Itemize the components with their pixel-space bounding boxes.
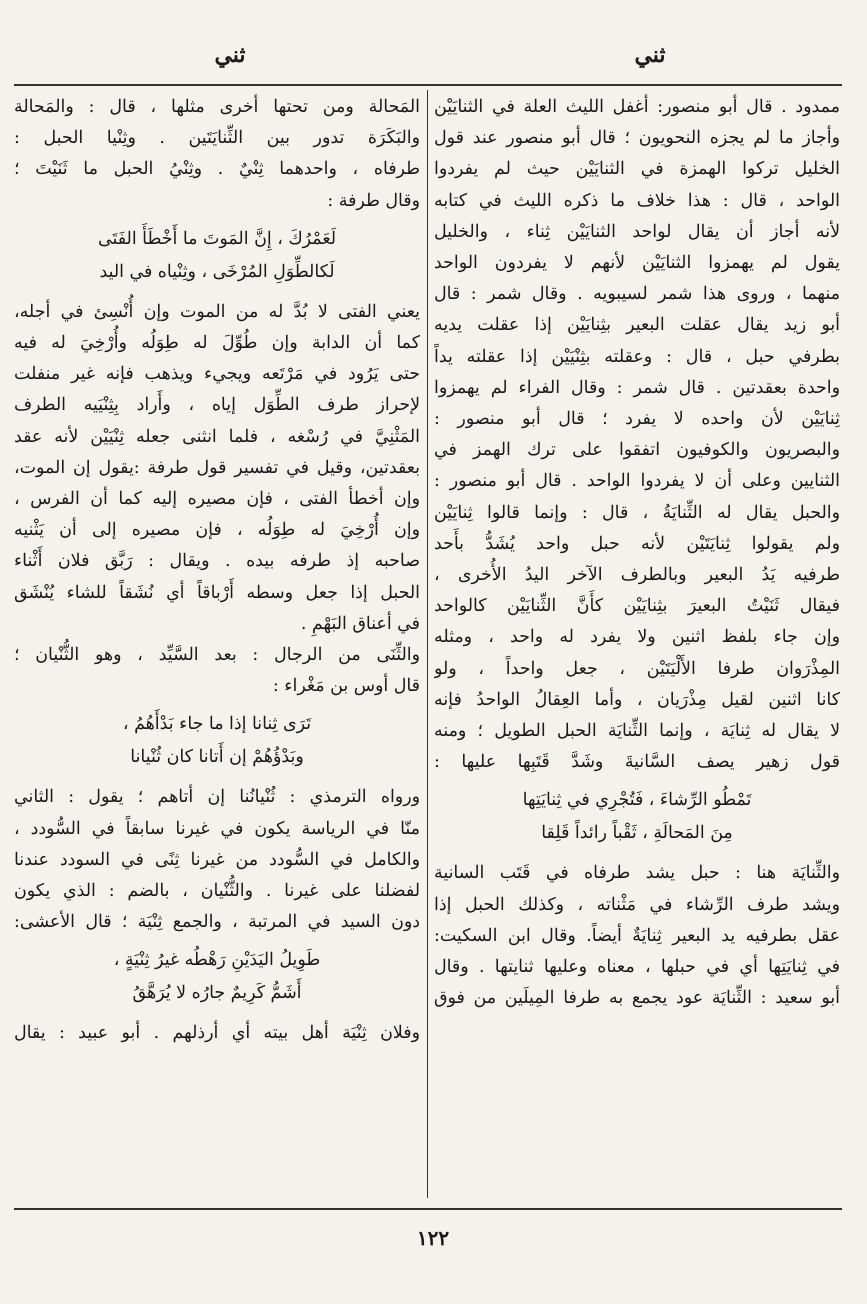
text-line: الحبل إذا جعل وسطه أَرْباقاً أي نُشَقاً للشاء يُنْشَق bbox=[14, 582, 420, 603]
text-line: الواحد ، قال : هذا خلاف ما ذكره الليث في كتابه bbox=[434, 190, 840, 211]
running-head-left: ثني bbox=[214, 42, 246, 68]
text-line: لفضلنا على غيرنا . والثُّنْيان ، بالضم : الذي يكون bbox=[14, 881, 420, 902]
text-line: والحبل يقال له الثِّنايَةُ ، قال : وإنما قالوا ثِنايَيْن bbox=[434, 502, 840, 523]
running-head-right: ثني bbox=[634, 42, 666, 68]
text-line: في ثِنايَتِها أي في حبلها ، معناه وعليها ثنايتها . وقال bbox=[434, 957, 840, 978]
right-column bbox=[434, 92, 840, 1202]
text-line: بعقدتين، وقيل في تفسير قول طرفة :يقول إن الموت، bbox=[14, 457, 420, 478]
verse-hemistich: تَمْطُو الرِّشاءَ ، فَتُجْرِي في ثِنايَتِها bbox=[522, 790, 752, 811]
text-line: يقول لم يهمزوا الثنايَيْن لأنهم لا يفردون الواحد bbox=[434, 253, 840, 274]
text-line: ويشد طرف الرِّشاء في مَثْناته ، وكذلك الحبل إذا bbox=[434, 894, 840, 915]
text-line: كما أن الدابة وإن طُوِّلَ له طِوَلُه وأُرْخِيَ له فيه bbox=[14, 333, 420, 354]
text-line: والثِّنَى من الرجال : بعد السَّيِّد ، وهو الثُّنْيان ؛ bbox=[14, 645, 420, 666]
text-line: عقل بطرفيه يد البعير ثِنايَةٌ أيضاً. وقال ابن السكيت: bbox=[434, 925, 840, 946]
text-line: طرفيه يَدُ البعير وبالطرف الآخر اليدُ الأُخرى ، bbox=[434, 565, 840, 586]
text-line: لا يقال له ثِنايَة ، وإنما الثِّنايَة الحبل الطويل ؛ ومنه bbox=[434, 721, 840, 742]
verse-hemistich: وبَدْؤُهُمْ إن أَتانا كان ثُنْيانا bbox=[130, 747, 304, 768]
text-line: وقال طرفة : bbox=[327, 190, 420, 211]
text-line: ورواه الترمذي : ثُنْيانُنا إن أتاهم ؛ يقول : الثاني bbox=[14, 787, 420, 808]
text-line: يعني الفتى لا بُدَّ له من الموت وإن أُنْسِئ في أجله، bbox=[14, 301, 420, 322]
text-line: والبَكَرَة تدور بين الثِّنايَتَين . وثِنْيا الحبل : bbox=[14, 128, 420, 149]
text-line: قال أوس بن مَغْراء : bbox=[272, 676, 420, 697]
text-line: وإن جاء بلفظ اثنين ولا يفرد له واحد ، ومثله bbox=[434, 627, 840, 648]
text-line: وفلان ثِنْيَة أهل بيته أي أرذلهم . أبو عبيد : يقال bbox=[14, 1023, 420, 1044]
poem-verse-asha bbox=[14, 944, 420, 1010]
text-line: ثِنايَيْن لأن واحده لا يفرد ؛ قال أبو منصور : bbox=[434, 409, 840, 430]
text-line: وأجاز ما لم يجزه النحويون ؛ قال أبو منصور عند قول bbox=[434, 128, 840, 149]
text-line: دون السيد في المرتبة ، والجمع ثِنْيَة ؛ قال الأعشى: bbox=[14, 912, 420, 933]
poem-verse-zuhayr bbox=[434, 784, 840, 850]
text-line: والكامل في السُّودد من غيرنا ثِنًى في السودد عندنا bbox=[14, 849, 420, 870]
text-line: حتى يَرُود في مَرْتَعه ويجيء ويذهب فإنه غير منفلت bbox=[14, 364, 420, 385]
text-line: المَحالة ومن تحتها أخرى مثلها ، قال : والمَحالة bbox=[14, 97, 420, 117]
verse-hemistich: تَرَى ثِنانا إذا ما جاء بَدْأَهُمُ ، bbox=[122, 714, 312, 735]
text-line: فيقال ثَنَيْتُ البعيرَ بثِنايَيْن كأَنَّ الثِّنايَيْن كالواحد bbox=[434, 596, 840, 617]
text-line: ولم يقولوا ثِنايَتَيْن لأنه حبل واحد يُشَدُّ بأَحد bbox=[434, 533, 840, 554]
text-line: لإحراز طرف الطِّوَل إياه ، وأَراد بِثِنْيَيه الطرف bbox=[14, 395, 420, 416]
column-divider bbox=[427, 90, 428, 1198]
verse-hemistich: طَوِيلُ اليَدَيْنِ رَهْطُه غيرُ ثِنْيَةٍ ، bbox=[113, 950, 321, 971]
text-line: لأنه أجاز أن يقال لواحد الثنايَيْن ثِناء ، والخليل bbox=[434, 221, 840, 242]
text-line: طرفاه ، واحدهما ثِنْيٌ . وثِنْيُ الحبل ما ثَنَيْتَ ؛ bbox=[14, 159, 420, 180]
verse-hemistich: مِنَ المَحالَةِ ، ثَقْباً رائداً قَلِقا bbox=[541, 823, 733, 844]
text-line: الخليل تركوا الهمزة في الثنايَيْن حيث لم يفردوا bbox=[434, 159, 840, 180]
bottom-rule bbox=[14, 1208, 842, 1210]
text-line: وإن أُرْخِيَ له طِوَلُه ، فإن مصيره إلى أن يَثْنيه bbox=[14, 520, 420, 541]
text-line: والثِّنايَة هنا : حبل يشد طرفاه في قَتَب السانية bbox=[434, 863, 840, 884]
poem-verse-aws bbox=[14, 708, 420, 774]
text-line: صاحبه إذ طرفه بيده . ويقال : رَبَّق فلان أَثْناء bbox=[14, 551, 420, 572]
text-line: في أعناق البَهْمِ . bbox=[300, 613, 420, 634]
text-line: المِذْرَوان طرفا الأَلْيَتَيْن ، جعل واحداً ، ولو bbox=[434, 658, 840, 679]
left-column bbox=[14, 92, 420, 1202]
text-line: والبصريون والكوفيون اتفقوا على ترك الهمز في bbox=[434, 440, 840, 461]
text-line: قول زهير يصف السَّانيةَ وشَدَّ قَتَبِها عليها : bbox=[434, 752, 840, 773]
text-line: وإن أخطأ الفتى ، فإن مصيره إليه كما أن الفرس ، bbox=[14, 489, 420, 510]
text-line: واحدة بعقدتين . قال شمر : وقال الفراء لم يهمزوا bbox=[434, 377, 840, 398]
text-line: بطرفي حبل ، قال : وعقلته بثِنْيَيْن إذا عقلته يداً bbox=[434, 346, 840, 367]
text-line: أبو زيد يقال عقلت البعير بثِنايَيْن إذا عقلت يديه bbox=[434, 315, 840, 336]
verse-hemistich: لَكالطِّوَلِ المُرْخَى ، وثِنْياه في اليد bbox=[99, 261, 335, 282]
text-line: الثنايين وعلى أن لا يفردوا الواحد . قال أبو منصور : bbox=[434, 471, 840, 492]
verse-hemistich: أَشَمُّ كَرِيمٌ جارُه لا يُرَهَّقُ bbox=[132, 983, 302, 1004]
top-rule bbox=[14, 84, 842, 86]
text-line: منّا في الرياسة يكون في غيرنا سابقاً في السُّودد ، bbox=[14, 818, 420, 839]
text-line: منهما ، وروى هذا شمر لسيبويه . وقال شمر : قال bbox=[434, 284, 840, 305]
text-line: أبو سعيد : الثِّنايَة عود يجمع به طرفا المِيلَين من فوق bbox=[434, 988, 840, 1009]
text-line: ممدود . قال أبو منصور: أغفل الليث العلة في الثنايَيْن bbox=[434, 97, 840, 117]
text-line: كانا اثنين لقيل مِذْرَيان ، وأما العِقالُ الواحدُ فإنه bbox=[434, 689, 840, 710]
page-number: ١٢٢ bbox=[416, 1226, 450, 1250]
poem-verse-tarafa bbox=[14, 223, 420, 289]
verse-hemistich: لَعَمْرُكَ ، إِنَّ المَوتَ ما أَخْطَأَ الفَتَى bbox=[97, 228, 337, 249]
text-line: المَثْنِيَّ في رُسْغه ، فلما انثنى جعله ثِنْيَيْن لأنه عقد bbox=[14, 426, 420, 447]
